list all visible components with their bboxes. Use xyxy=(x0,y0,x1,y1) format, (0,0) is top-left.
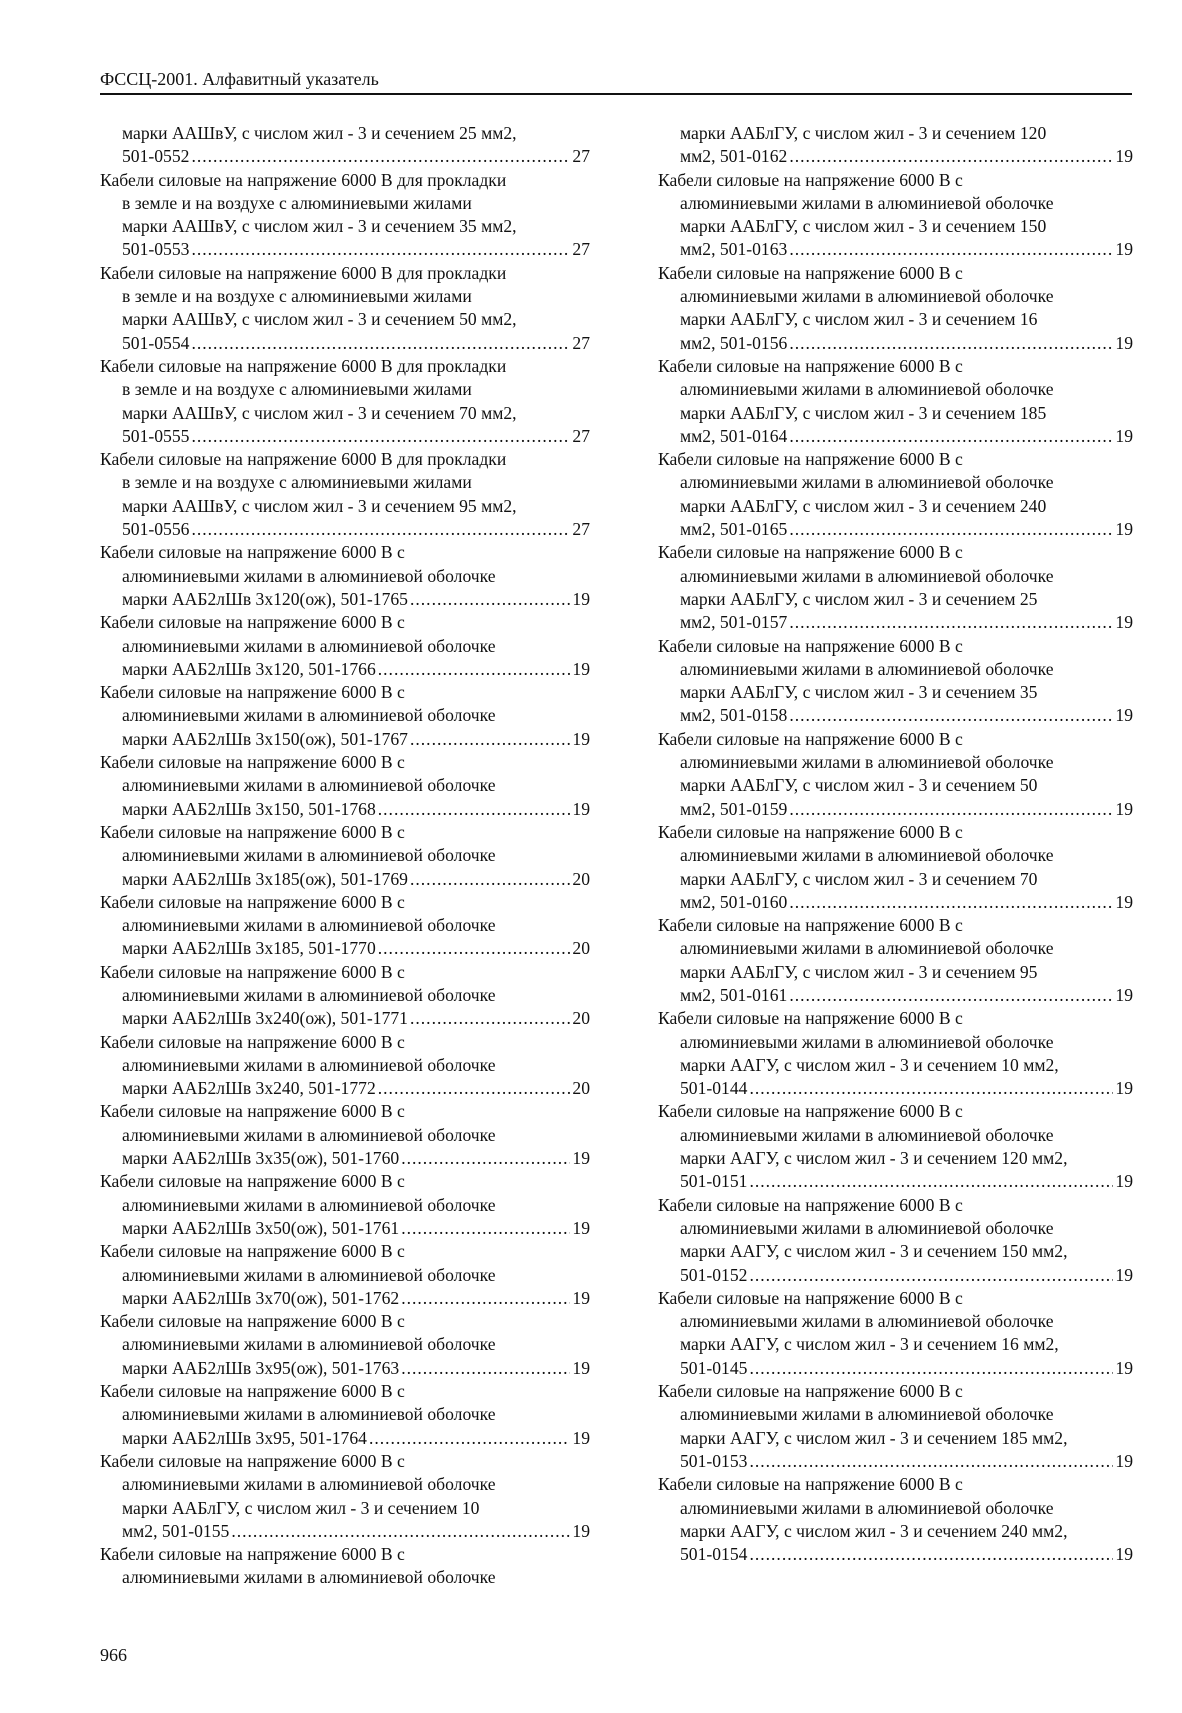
index-column-left xyxy=(100,122,590,1590)
entry-line: алюминиевыми жилами в алюминиевой оболочке xyxy=(122,984,496,1005)
entry-page-ref: 19 xyxy=(1115,705,1133,726)
entry-line: алюминиевыми жилами в алюминиевой оболочке xyxy=(122,1054,496,1075)
entry-page-ref: 19 xyxy=(572,1427,590,1448)
entry-code: 501-0555 xyxy=(122,425,190,446)
entry-last-line xyxy=(100,425,590,448)
entry-line: Кабели силовые на напряжение 6000 В для прокладки xyxy=(100,262,507,283)
dot-leader xyxy=(410,728,570,751)
dot-leader xyxy=(789,984,1113,1007)
entry-code: мм2, 501-0157 xyxy=(680,612,788,633)
index-entry xyxy=(100,448,590,541)
entry-page-ref: 19 xyxy=(1115,1544,1133,1565)
entry-last-line xyxy=(658,332,1133,355)
dot-leader xyxy=(191,145,570,168)
entry-line: алюминиевыми жилами в алюминиевой оболочке xyxy=(680,1497,1054,1518)
index-column-right xyxy=(658,122,1133,1566)
entry-line: Кабели силовые на напряжение 6000 В для прокладки xyxy=(100,169,507,190)
entry-page-ref: 19 xyxy=(1115,239,1133,260)
entry-line: алюминиевыми жилами в алюминиевой оболочке xyxy=(122,1474,496,1495)
entry-last-line xyxy=(100,658,590,681)
entry-line: Кабели силовые на напряжение 6000 В с xyxy=(100,891,405,912)
entry-line: Кабели силовые на напряжение 6000 В с xyxy=(658,1101,963,1122)
entry-line: Кабели силовые на напряжение 6000 В с xyxy=(658,542,963,563)
dot-leader xyxy=(789,145,1113,168)
dot-leader xyxy=(749,1170,1113,1193)
entry-code: 501-0153 xyxy=(680,1450,748,1471)
entry-last-line xyxy=(658,425,1133,448)
entry-line: алюминиевыми жилами в алюминиевой оболочке xyxy=(122,705,496,726)
entry-page-ref: 20 xyxy=(572,1078,590,1099)
entry-code: мм2, 501-0161 xyxy=(680,984,788,1005)
entry-last-line xyxy=(100,332,590,355)
entry-code: марки ААБ2лШв 3х50(ож), 501-1761 xyxy=(122,1217,400,1238)
entry-last-line xyxy=(100,1427,590,1450)
index-entry xyxy=(658,448,1133,541)
index-entry xyxy=(658,169,1133,262)
entry-last-line xyxy=(658,1077,1133,1100)
entry-line: марки ААБлГУ, с числом жил - 3 и сечением 50 xyxy=(680,775,1038,796)
dot-leader xyxy=(749,1543,1113,1566)
entry-page-ref: 19 xyxy=(1115,891,1133,912)
entry-line: Кабели силовые на напряжение 6000 В с xyxy=(100,1381,405,1402)
entry-code: мм2, 501-0160 xyxy=(680,891,788,912)
entry-line: алюминиевыми жилами в алюминиевой оболочке xyxy=(122,845,496,866)
entry-line: алюминиевыми жилами в алюминиевой оболочке xyxy=(680,1217,1054,1238)
entry-last-line xyxy=(658,1450,1133,1473)
entry-line: Кабели силовые на напряжение 6000 В с xyxy=(658,1287,963,1308)
entry-last-line xyxy=(658,1543,1133,1566)
entry-page-ref: 27 xyxy=(572,239,590,260)
entry-code: мм2, 501-0156 xyxy=(680,332,788,353)
entry-line: в земле и на воздухе с алюминиевыми жилами xyxy=(122,286,472,307)
entry-page-ref: 27 xyxy=(572,146,590,167)
dot-leader xyxy=(789,611,1113,634)
index-entry xyxy=(658,122,1133,169)
entry-page-ref: 19 xyxy=(572,728,590,749)
index-entry xyxy=(658,1473,1133,1566)
entry-last-line xyxy=(658,1170,1133,1193)
index-entry xyxy=(100,1543,590,1590)
dot-leader xyxy=(789,238,1113,261)
entry-last-line xyxy=(658,518,1133,541)
entry-line: алюминиевыми жилами в алюминиевой оболочке xyxy=(122,635,496,656)
entry-line: Кабели силовые на напряжение 6000 В с xyxy=(658,635,963,656)
entry-line: алюминиевыми жилами в алюминиевой оболочке xyxy=(122,1264,496,1285)
running-header: ФССЦ-2001. Алфавитный указатель xyxy=(100,68,1132,95)
entry-page-ref: 19 xyxy=(1115,146,1133,167)
entry-page-ref: 19 xyxy=(1115,612,1133,633)
entry-line: Кабели силовые на напряжение 6000 В с xyxy=(100,1311,405,1332)
entry-line: Кабели силовые на напряжение 6000 В с xyxy=(100,1031,405,1052)
entry-line: Кабели силовые на напряжение 6000 В с xyxy=(100,752,405,773)
entry-code: марки ААБ2лШв 3х240(ож), 501-1771 xyxy=(122,1008,408,1029)
entry-line: алюминиевыми жилами в алюминиевой оболочке xyxy=(122,1194,496,1215)
entry-page-ref: 20 xyxy=(572,1008,590,1029)
entry-line: Кабели силовые на напряжение 6000 В для прокладки xyxy=(100,355,507,376)
entry-last-line xyxy=(100,1077,590,1100)
index-entry xyxy=(100,891,590,961)
entry-line: марки ААШвУ, с числом жил - 3 и сечением 35 мм2, xyxy=(122,216,517,237)
entry-line: алюминиевыми жилами в алюминиевой оболочке xyxy=(122,1334,496,1355)
entry-code: 501-0145 xyxy=(680,1357,748,1378)
entry-line: Кабели силовые на напряжение 6000 В для прокладки xyxy=(100,449,507,470)
dot-leader xyxy=(789,891,1113,914)
dot-leader xyxy=(749,1357,1113,1380)
entry-last-line xyxy=(658,145,1133,168)
entry-line: марки ААГУ, с числом жил - 3 и сечением 185 мм2, xyxy=(680,1427,1068,1448)
entry-line: марки ААБлГУ, с числом жил - 3 и сечением 240 xyxy=(680,495,1047,516)
entry-line: Кабели силовые на напряжение 6000 В с xyxy=(100,1171,405,1192)
entry-code: 501-0552 xyxy=(122,146,190,167)
entry-page-ref: 20 xyxy=(572,938,590,959)
index-entry xyxy=(100,355,590,448)
dot-leader xyxy=(410,868,570,891)
dot-leader xyxy=(191,332,570,355)
entry-last-line xyxy=(100,238,590,261)
entry-line: Кабели силовые на напряжение 6000 В с xyxy=(658,355,963,376)
entry-page-ref: 20 xyxy=(572,868,590,889)
entry-code: мм2, 501-0164 xyxy=(680,425,788,446)
entry-line: марки ААШвУ, с числом жил - 3 и сечением 70 мм2, xyxy=(122,402,517,423)
entry-last-line xyxy=(100,1357,590,1380)
entry-line: алюминиевыми жилами в алюминиевой оболочке xyxy=(122,1567,496,1588)
entry-code: марки ААБ2лШв 3х120, 501-1766 xyxy=(122,658,376,679)
entry-line: Кабели силовые на напряжение 6000 В с xyxy=(658,1381,963,1402)
entry-line: марки ААБлГУ, с числом жил - 3 и сечением 25 xyxy=(680,588,1038,609)
entry-line: алюминиевыми жилами в алюминиевой оболочке xyxy=(680,1031,1054,1052)
index-entry xyxy=(100,169,590,262)
entry-line: Кабели силовые на напряжение 6000 В с xyxy=(658,728,963,749)
entry-line: Кабели силовые на напряжение 6000 В с xyxy=(100,1450,405,1471)
index-entry xyxy=(100,122,590,169)
entry-code: 501-0553 xyxy=(122,239,190,260)
entry-line: алюминиевыми жилами в алюминиевой оболочке xyxy=(680,1124,1054,1145)
entry-page-ref: 19 xyxy=(572,1357,590,1378)
entry-code: 501-0556 xyxy=(122,519,190,540)
entry-line: Кабели силовые на напряжение 6000 В с xyxy=(658,915,963,936)
entry-page-ref: 27 xyxy=(572,332,590,353)
entry-page-ref: 19 xyxy=(572,1148,590,1169)
entry-code: мм2, 501-0155 xyxy=(122,1520,230,1541)
entry-page-ref: 19 xyxy=(1115,1078,1133,1099)
dot-leader xyxy=(401,1217,570,1240)
entry-code: мм2, 501-0163 xyxy=(680,239,788,260)
entry-line: алюминиевыми жилами в алюминиевой оболочке xyxy=(122,915,496,936)
index-entry xyxy=(100,262,590,355)
entry-page-ref: 19 xyxy=(572,1520,590,1541)
entry-code: марки ААБ2лШв 3х70(ож), 501-1762 xyxy=(122,1287,400,1308)
entry-page-ref: 19 xyxy=(572,588,590,609)
entry-line: марки ААШвУ, с числом жил - 3 и сечением 95 мм2, xyxy=(122,495,517,516)
entry-last-line xyxy=(100,937,590,960)
index-entry xyxy=(100,1380,590,1450)
entry-code: марки ААБ2лШв 3х185(ож), 501-1769 xyxy=(122,868,408,889)
entry-line: марки ААБлГУ, с числом жил - 3 и сечением 10 xyxy=(122,1497,480,1518)
entry-line: алюминиевыми жилами в алюминиевой оболочке xyxy=(680,565,1054,586)
entry-line: Кабели силовые на напряжение 6000 В с xyxy=(100,542,405,563)
entry-line: марки ААБлГУ, с числом жил - 3 и сечением 16 xyxy=(680,309,1038,330)
entry-last-line xyxy=(658,238,1133,261)
entry-line: Кабели силовые на напряжение 6000 В с xyxy=(658,449,963,470)
entry-line: марки ААГУ, с числом жил - 3 и сечением 10 мм2, xyxy=(680,1054,1059,1075)
dot-leader xyxy=(191,238,570,261)
entry-last-line xyxy=(100,518,590,541)
entry-line: Кабели силовые на напряжение 6000 В с xyxy=(658,1474,963,1495)
dot-leader xyxy=(378,798,571,821)
entry-line: алюминиевыми жилами в алюминиевой оболочке xyxy=(680,192,1054,213)
entry-line: марки ААШвУ, с числом жил - 3 и сечением 50 мм2, xyxy=(122,309,517,330)
dot-leader xyxy=(191,425,570,448)
entry-page-ref: 19 xyxy=(572,1287,590,1308)
entry-last-line xyxy=(658,891,1133,914)
entry-code: 501-0554 xyxy=(122,332,190,353)
dot-leader xyxy=(789,704,1113,727)
index-entry xyxy=(100,1170,590,1240)
entry-line: Кабели силовые на напряжение 6000 В с xyxy=(658,262,963,283)
entry-line: Кабели силовые на напряжение 6000 В с xyxy=(658,169,963,190)
entry-line: Кабели силовые на напряжение 6000 В с xyxy=(100,612,405,633)
entry-last-line xyxy=(100,145,590,168)
entry-line: марки ААГУ, с числом жил - 3 и сечением 16 мм2, xyxy=(680,1334,1059,1355)
dot-leader xyxy=(789,518,1113,541)
dot-leader xyxy=(401,1287,570,1310)
index-entry xyxy=(658,1100,1133,1193)
dot-leader xyxy=(789,332,1113,355)
entry-code: мм2, 501-0162 xyxy=(680,146,788,167)
entry-last-line xyxy=(100,588,590,611)
entry-code: марки ААБ2лШв 3х150, 501-1768 xyxy=(122,798,376,819)
index-entry xyxy=(658,1194,1133,1287)
entry-line: Кабели силовые на напряжение 6000 В с xyxy=(100,1101,405,1122)
entry-line: алюминиевыми жилами в алюминиевой оболочке xyxy=(680,1404,1054,1425)
index-entry xyxy=(100,611,590,681)
entry-line: в земле и на воздухе с алюминиевыми жилами xyxy=(122,472,472,493)
entry-line: Кабели силовые на напряжение 6000 В с xyxy=(100,1241,405,1262)
entry-line: марки ААШвУ, с числом жил - 3 и сечением 25 мм2, xyxy=(122,123,517,143)
dot-leader xyxy=(401,1147,570,1170)
entry-line: марки ААГУ, с числом жил - 3 и сечением 150 мм2, xyxy=(680,1241,1068,1262)
page-number: 966 xyxy=(100,1645,127,1665)
entry-line: алюминиевыми жилами в алюминиевой оболочке xyxy=(680,752,1054,773)
entry-code: 501-0152 xyxy=(680,1264,748,1285)
entry-code: марки ААБ2лШв 3х35(ож), 501-1760 xyxy=(122,1148,400,1169)
entry-line: алюминиевыми жилами в алюминиевой оболочке xyxy=(122,1404,496,1425)
entry-page-ref: 19 xyxy=(1115,984,1133,1005)
entry-last-line xyxy=(100,728,590,751)
entry-line: в земле и на воздухе с алюминиевыми жилами xyxy=(122,192,472,213)
entry-page-ref: 19 xyxy=(572,798,590,819)
entry-page-ref: 19 xyxy=(572,658,590,679)
index-entry xyxy=(100,1310,590,1380)
entry-line: алюминиевыми жилами в алюминиевой оболочке xyxy=(122,565,496,586)
index-entry xyxy=(100,1031,590,1101)
entry-last-line xyxy=(100,798,590,821)
index-entry xyxy=(658,914,1133,1007)
entry-page-ref: 27 xyxy=(572,519,590,540)
dot-leader xyxy=(378,658,571,681)
entry-line: алюминиевыми жилами в алюминиевой оболочке xyxy=(122,1124,496,1145)
index-entry xyxy=(658,635,1133,728)
entry-line: алюминиевыми жилами в алюминиевой оболочке xyxy=(680,658,1054,679)
entry-code: марки ААБ2лШв 3х95(ож), 501-1763 xyxy=(122,1357,400,1378)
entry-line: Кабели силовые на напряжение 6000 В с xyxy=(100,821,405,842)
entry-page-ref: 19 xyxy=(1115,425,1133,446)
entry-last-line xyxy=(100,1147,590,1170)
entry-last-line xyxy=(100,1287,590,1310)
entry-code: 501-0154 xyxy=(680,1544,748,1565)
dot-leader xyxy=(789,425,1113,448)
index-entry xyxy=(658,1287,1133,1380)
entry-line: марки ААБлГУ, с числом жил - 3 и сечением 150 xyxy=(680,216,1047,237)
entry-last-line xyxy=(658,1264,1133,1287)
entry-line: алюминиевыми жилами в алюминиевой оболочке xyxy=(680,1311,1054,1332)
entry-line: марки ААГУ, с числом жил - 3 и сечением 240 мм2, xyxy=(680,1520,1068,1541)
entry-line: Кабели силовые на напряжение 6000 В с xyxy=(100,682,405,703)
entry-code: марки ААБ2лШв 3х150(ож), 501-1767 xyxy=(122,728,408,749)
entry-page-ref: 19 xyxy=(1115,519,1133,540)
index-entry xyxy=(100,1240,590,1310)
entry-last-line xyxy=(658,984,1133,1007)
index-entry xyxy=(100,1450,590,1543)
entry-line: Кабели силовые на напряжение 6000 В с xyxy=(658,821,963,842)
entry-page-ref: 19 xyxy=(1115,1171,1133,1192)
entry-line: марки ААБлГУ, с числом жил - 3 и сечением 185 xyxy=(680,402,1047,423)
entry-line: марки ААГУ, с числом жил - 3 и сечением 120 мм2, xyxy=(680,1148,1068,1169)
entry-last-line xyxy=(658,611,1133,634)
index-entry xyxy=(658,821,1133,914)
entry-code: марки ААБ2лШв 3х120(ож), 501-1765 xyxy=(122,588,408,609)
entry-code: марки ААБ2лШв 3х185, 501-1770 xyxy=(122,938,376,959)
dot-leader xyxy=(231,1520,570,1543)
index-entry xyxy=(100,541,590,611)
entry-last-line xyxy=(100,868,590,891)
entry-page-ref: 19 xyxy=(1115,1264,1133,1285)
entry-last-line xyxy=(658,798,1133,821)
entry-line: алюминиевыми жилами в алюминиевой оболочке xyxy=(680,379,1054,400)
entry-line: Кабели силовые на напряжение 6000 В с xyxy=(658,1008,963,1029)
entry-code: мм2, 501-0159 xyxy=(680,798,788,819)
entry-line: алюминиевыми жилами в алюминиевой оболочке xyxy=(122,775,496,796)
dot-leader xyxy=(378,937,571,960)
index-entry xyxy=(658,1007,1133,1100)
entry-line: Кабели силовые на напряжение 6000 В с xyxy=(100,961,405,982)
index-entry xyxy=(100,961,590,1031)
dot-leader xyxy=(410,588,570,611)
entry-code: 501-0151 xyxy=(680,1171,748,1192)
entry-line: алюминиевыми жилами в алюминиевой оболочке xyxy=(680,938,1054,959)
entry-code: мм2, 501-0158 xyxy=(680,705,788,726)
entry-page-ref: 19 xyxy=(1115,1450,1133,1471)
dot-leader xyxy=(749,1077,1113,1100)
entry-code: марки ААБ2лШв 3х95, 501-1764 xyxy=(122,1427,367,1448)
dot-leader xyxy=(378,1077,571,1100)
entry-page-ref: 27 xyxy=(572,425,590,446)
entry-code: 501-0144 xyxy=(680,1078,748,1099)
index-entry xyxy=(100,681,590,751)
entry-page-ref: 19 xyxy=(1115,1357,1133,1378)
entry-line: марки ААБлГУ, с числом жил - 3 и сечением 120 xyxy=(680,123,1047,143)
entry-line: алюминиевыми жилами в алюминиевой оболочке xyxy=(680,845,1054,866)
entry-line: в земле и на воздухе с алюминиевыми жилами xyxy=(122,379,472,400)
index-entry xyxy=(658,728,1133,821)
index-entry xyxy=(100,751,590,821)
index-entry xyxy=(658,1380,1133,1473)
entry-last-line xyxy=(100,1520,590,1543)
entry-line: марки ААБлГУ, с числом жил - 3 и сечением 95 xyxy=(680,961,1038,982)
dot-leader xyxy=(401,1357,570,1380)
entry-page-ref: 19 xyxy=(572,1217,590,1238)
entry-line: марки ААБлГУ, с числом жил - 3 и сечением 35 xyxy=(680,682,1038,703)
entry-last-line xyxy=(100,1217,590,1240)
entry-page-ref: 19 xyxy=(1115,798,1133,819)
index-entry xyxy=(658,355,1133,448)
entry-line: алюминиевыми жилами в алюминиевой оболочке xyxy=(680,472,1054,493)
index-entry xyxy=(100,821,590,891)
dot-leader xyxy=(749,1450,1113,1473)
entry-last-line xyxy=(100,1007,590,1030)
entry-line: Кабели силовые на напряжение 6000 В с xyxy=(100,1544,405,1565)
index-entry xyxy=(100,1100,590,1170)
entry-page-ref: 19 xyxy=(1115,332,1133,353)
entry-line: марки ААБлГУ, с числом жил - 3 и сечением 70 xyxy=(680,868,1038,889)
dot-leader xyxy=(410,1007,570,1030)
entry-last-line xyxy=(658,704,1133,727)
entry-line: Кабели силовые на напряжение 6000 В с xyxy=(658,1194,963,1215)
dot-leader xyxy=(369,1427,570,1450)
entry-last-line xyxy=(658,1357,1133,1380)
dot-leader xyxy=(749,1264,1113,1287)
entry-line: алюминиевыми жилами в алюминиевой оболочке xyxy=(680,286,1054,307)
entry-code: мм2, 501-0165 xyxy=(680,519,788,540)
entry-code: марки ААБ2лШв 3х240, 501-1772 xyxy=(122,1078,376,1099)
dot-leader xyxy=(789,798,1113,821)
index-entry xyxy=(658,541,1133,634)
index-entry xyxy=(658,262,1133,355)
dot-leader xyxy=(191,518,570,541)
